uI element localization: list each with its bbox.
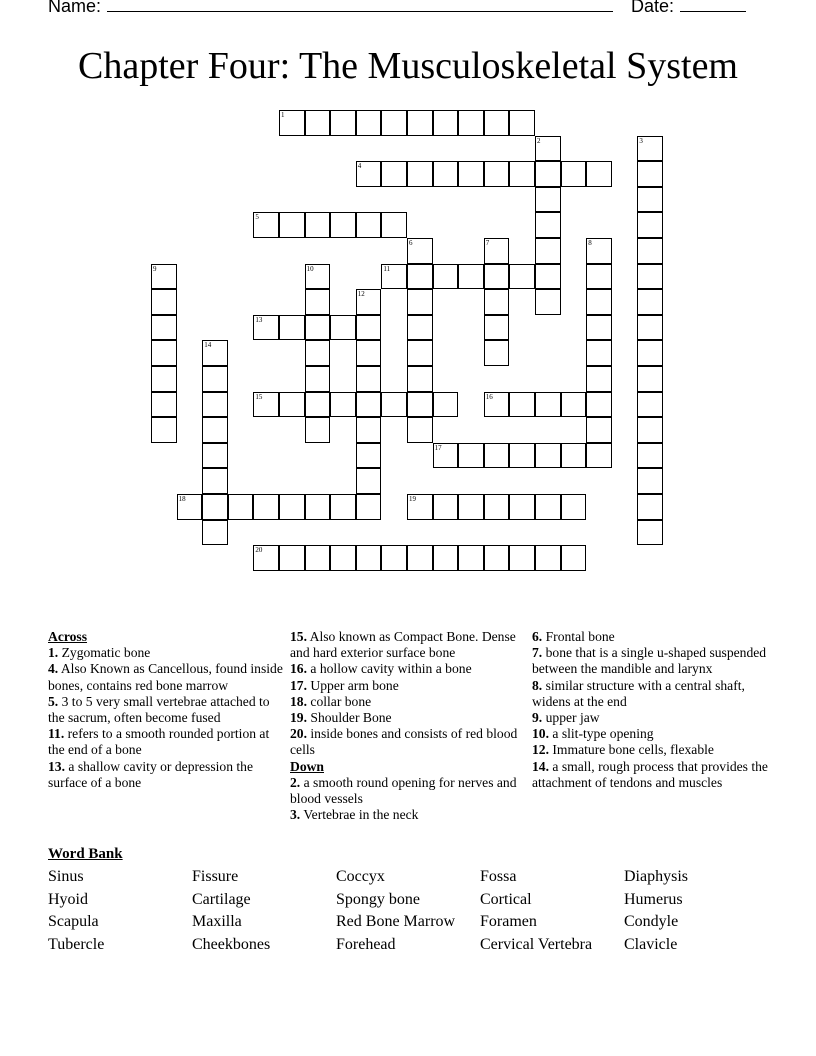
grid-cell[interactable]	[356, 443, 382, 469]
cell-number: 14	[204, 341, 212, 350]
cell-number: 1	[281, 111, 285, 119]
clue-across-5: 5. 3 to 5 very small vertebrae attached to the sacrum, often become fused	[48, 693, 270, 726]
grid-cell[interactable]	[177, 494, 203, 520]
cell-number: 4	[357, 162, 362, 171]
grid-cell[interactable]	[535, 392, 561, 418]
clues-column-2	[290, 629, 526, 823]
grid-cell[interactable]	[381, 110, 407, 136]
grid-cell[interactable]	[202, 392, 228, 418]
grid-cell[interactable]	[407, 417, 433, 443]
grid-cell[interactable]	[484, 494, 510, 520]
cell-number: 20	[255, 546, 263, 555]
grid-cell[interactable]	[305, 366, 331, 392]
grid-cell[interactable]	[637, 443, 663, 469]
clue-across-4: 4. Also Known as Cancellous, found inside bones, contains red bone marrow	[48, 661, 283, 693]
page-title: Chapter Four: The Musculoskeletal System	[78, 45, 738, 87]
word-bank-item: Humerus	[624, 890, 683, 908]
grid-cell[interactable]	[637, 494, 663, 520]
grid-cell[interactable]	[637, 392, 663, 418]
grid-cell[interactable]	[228, 494, 254, 520]
grid-cell[interactable]	[458, 110, 484, 136]
word-bank-item: Spongy bone	[336, 890, 420, 908]
grid-cell[interactable]	[509, 161, 535, 187]
cell-number: 13	[255, 315, 263, 324]
grid-cell[interactable]	[330, 212, 356, 238]
grid-cell[interactable]	[253, 315, 279, 341]
grid-cell[interactable]	[202, 494, 228, 520]
grid-cell[interactable]	[535, 443, 561, 469]
grid-cell[interactable]	[484, 392, 510, 418]
grid-cell[interactable]	[305, 289, 331, 315]
grid-cell[interactable]	[637, 187, 663, 213]
grid-cell[interactable]	[561, 161, 587, 187]
grid-cell[interactable]	[279, 494, 305, 520]
grid-cell[interactable]	[407, 494, 433, 520]
grid-cell[interactable]	[535, 161, 561, 187]
cell-number: 15	[255, 392, 263, 401]
grid-cell[interactable]	[151, 315, 177, 341]
cell-number: 10	[306, 264, 314, 273]
grid-cell[interactable]	[381, 161, 407, 187]
grid-cell[interactable]	[356, 110, 382, 136]
grid-cell[interactable]	[484, 340, 510, 366]
grid-cell[interactable]	[484, 443, 510, 469]
grid-cell[interactable]	[407, 315, 433, 341]
grid-cell[interactable]	[509, 443, 535, 469]
name-label: Name:	[48, 0, 102, 16]
cell-number: 12	[357, 290, 365, 299]
grid-cell[interactable]	[305, 340, 331, 366]
grid-cell[interactable]	[305, 212, 331, 238]
grid-cell[interactable]	[535, 212, 561, 238]
grid-cell[interactable]	[535, 545, 561, 571]
grid-cell[interactable]	[637, 468, 663, 494]
cell-number: 16	[485, 392, 493, 401]
cell-number: 18	[178, 495, 186, 503]
clue-across-11: 11. refers to a smooth rounded portion at the end of a bone	[48, 726, 270, 758]
grid-cell[interactable]	[509, 110, 535, 136]
grid-cell[interactable]	[509, 264, 535, 290]
grid-cell[interactable]	[637, 340, 663, 366]
grid-cell[interactable]	[637, 289, 663, 315]
grid-cell[interactable]	[637, 366, 663, 392]
grid-cell[interactable]	[407, 366, 433, 392]
grid-cell[interactable]	[433, 161, 459, 187]
grid-cell[interactable]	[586, 340, 612, 366]
grid-cell[interactable]	[535, 264, 561, 290]
grid-cell[interactable]	[637, 520, 663, 546]
grid-cell[interactable]	[356, 494, 382, 520]
grid-cell[interactable]	[458, 494, 484, 520]
grid-cell[interactable]	[637, 212, 663, 238]
cell-number: 2	[537, 136, 541, 145]
grid-cell[interactable]	[484, 545, 510, 571]
clue-across-15: 15. Also known as Compact Bone. Dense and hard exterior surface bone	[290, 629, 516, 661]
grid-cell[interactable]	[305, 264, 331, 290]
clue-down-8: 8. similar structure with a central shaft, widens at the end	[532, 677, 745, 709]
grid-cell[interactable]	[279, 392, 305, 418]
clue-across-19: 19. Shoulder Bone	[290, 710, 392, 726]
grid-cell[interactable]	[356, 315, 382, 341]
word-bank-item: Hyoid	[48, 890, 88, 908]
cell-number: 7	[485, 239, 490, 247]
grid-cell[interactable]	[305, 392, 331, 418]
grid-cell[interactable]	[586, 161, 612, 187]
grid-cell[interactable]	[637, 417, 663, 443]
grid-cell[interactable]	[535, 494, 561, 520]
clue-across-1: 1. Zygomatic bone	[48, 645, 151, 661]
grid-cell[interactable]	[637, 161, 663, 187]
grid-cell[interactable]	[253, 212, 279, 238]
cell-number: 17	[434, 443, 442, 452]
grid-cell[interactable]	[535, 187, 561, 213]
grid-cell[interactable]	[561, 545, 587, 571]
grid-cell[interactable]	[305, 417, 331, 443]
grid-cell[interactable]	[356, 212, 382, 238]
grid-cell[interactable]	[253, 494, 279, 520]
grid-cell[interactable]	[356, 392, 382, 418]
grid-cell[interactable]	[202, 468, 228, 494]
grid-cell[interactable]	[586, 264, 612, 290]
cell-number: 19	[409, 495, 416, 503]
grid-cell[interactable]	[407, 110, 433, 136]
word-bank-item: Forehead	[336, 936, 396, 954]
cell-number: 8	[588, 239, 592, 247]
grid-cell[interactable]	[356, 417, 382, 443]
clue-down-3: 3. Vertebrae in the neck	[290, 807, 419, 823]
grid-cell[interactable]	[356, 468, 382, 494]
word-bank-item: Cartilage	[192, 890, 251, 908]
clue-down-9: 9. upper jaw	[532, 710, 600, 726]
grid-cell[interactable]	[509, 545, 535, 571]
grid-cell[interactable]	[433, 264, 459, 290]
grid-cell[interactable]	[330, 110, 356, 136]
grid-cell[interactable]	[433, 392, 459, 418]
clues-column-3	[532, 629, 772, 791]
word-bank-item: Foramen	[480, 913, 537, 931]
grid-cell[interactable]	[433, 545, 459, 571]
clue-down-6: 6. Frontal bone	[532, 629, 615, 644]
clue-down-2: 2. a smooth round opening for nerves and blood vessels	[290, 774, 517, 807]
clue-down-7: 7. bone that is a single u-shaped suspended between the mandible and larynx	[532, 645, 767, 677]
grid-cell[interactable]	[279, 545, 305, 571]
word-bank-item: Cheekbones	[192, 936, 271, 954]
grid-cell[interactable]	[407, 340, 433, 366]
grid-cell[interactable]	[305, 494, 331, 520]
grid-cell[interactable]	[407, 545, 433, 571]
grid-cell[interactable]	[458, 443, 484, 469]
grid-cell[interactable]	[151, 340, 177, 366]
grid-cell[interactable]	[381, 545, 407, 571]
word-bank-item: Sinus	[48, 868, 84, 885]
grid-cell[interactable]	[279, 315, 305, 341]
cell-number: 6	[409, 239, 413, 247]
clue-across-18: 18. collar bone	[290, 693, 372, 709]
clues-column-1	[48, 629, 286, 791]
word-bank-item: Diaphysis	[624, 868, 688, 885]
grid-cell[interactable]	[637, 264, 663, 290]
grid-cell[interactable]	[381, 392, 407, 418]
grid-cell[interactable]	[381, 212, 407, 238]
grid-cell[interactable]	[330, 315, 356, 341]
cell-number: 5	[255, 213, 259, 222]
grid-cell[interactable]	[561, 494, 587, 520]
clue-across-16: 16. a hollow cavity within a bone	[290, 661, 472, 677]
grid-cell[interactable]	[586, 289, 612, 315]
clue-across-20: 20. inside bones and consists of red blood cells	[290, 726, 518, 758]
grid-cell[interactable]	[356, 161, 382, 187]
grid-cell[interactable]	[433, 443, 459, 469]
grid-cell[interactable]	[586, 315, 612, 341]
grid-cell[interactable]	[484, 238, 510, 264]
grid-cell[interactable]	[509, 392, 535, 418]
clue-across-17: 17. Upper arm bone	[290, 677, 399, 693]
grid-cell[interactable]	[253, 392, 279, 418]
grid-cell[interactable]	[458, 161, 484, 187]
grid-cell[interactable]	[458, 545, 484, 571]
grid-cell[interactable]	[356, 340, 382, 366]
grid-cell[interactable]	[279, 110, 305, 136]
grid-cell[interactable]	[202, 340, 228, 366]
grid-cell[interactable]	[330, 392, 356, 418]
word-bank-item: Coccyx	[336, 868, 385, 885]
word-bank-item: Clavicle	[624, 936, 678, 954]
word-bank-item: Cervical Vertebra	[480, 936, 593, 954]
grid-cell[interactable]	[586, 238, 612, 264]
grid-cell[interactable]	[202, 366, 228, 392]
grid-cell[interactable]	[202, 520, 228, 546]
grid-cell[interactable]	[586, 392, 612, 418]
cell-number: 3	[639, 136, 643, 145]
down-heading: Down	[290, 758, 324, 774]
clue-down-10: 10. a slit-type opening	[532, 726, 654, 742]
grid-cell[interactable]	[561, 392, 587, 418]
word-bank-item: Red Bone Marrow	[336, 913, 456, 931]
grid-cell[interactable]	[484, 289, 510, 315]
word-bank-item: Tubercle	[48, 936, 105, 954]
clue-down-14: 14. a small, rough process that provides the attachment of tendons and muscles	[532, 758, 768, 790]
grid-cell[interactable]	[561, 443, 587, 469]
grid-cell[interactable]	[407, 289, 433, 315]
word-bank-item: Fissure	[192, 868, 239, 885]
grid-cell[interactable]	[637, 238, 663, 264]
word-bank-item: Condyle	[624, 913, 679, 931]
word-bank-item: Scapula	[48, 913, 99, 931]
grid-cell[interactable]	[433, 110, 459, 136]
word-bank	[48, 866, 768, 957]
grid-cell[interactable]	[484, 161, 510, 187]
grid-cell[interactable]	[484, 315, 510, 341]
grid-cell[interactable]	[202, 443, 228, 469]
grid-cell[interactable]	[535, 289, 561, 315]
grid-cell[interactable]	[484, 110, 510, 136]
grid-cell[interactable]	[535, 238, 561, 264]
grid-cell[interactable]	[509, 494, 535, 520]
grid-cell[interactable]	[381, 264, 407, 290]
grid-cell[interactable]	[151, 392, 177, 418]
word-bank-title: Word Bank	[48, 846, 123, 862]
grid-cell[interactable]	[586, 366, 612, 392]
grid-cell[interactable]	[407, 161, 433, 187]
grid-cell[interactable]	[305, 110, 331, 136]
clue-down-12: 12. Immature bone cells, flexable	[532, 742, 714, 758]
date-label: Date:	[631, 0, 675, 16]
grid-cell[interactable]	[407, 238, 433, 264]
word-bank-item: Cortical	[480, 890, 532, 908]
grid-cell[interactable]	[637, 136, 663, 162]
word-bank-item: Fossa	[480, 868, 517, 885]
grid-cell[interactable]	[330, 545, 356, 571]
grid-cell[interactable]	[407, 392, 433, 418]
grid-cell[interactable]	[202, 417, 228, 443]
grid-cell[interactable]	[253, 545, 279, 571]
grid-cell[interactable]	[535, 136, 561, 162]
grid-cell[interactable]	[433, 494, 459, 520]
grid-cell[interactable]	[305, 545, 331, 571]
word-bank-item: Maxilla	[192, 913, 242, 931]
grid-cell[interactable]	[484, 264, 510, 290]
grid-cell[interactable]	[151, 289, 177, 315]
grid-cell[interactable]	[586, 417, 612, 443]
across-heading: Across	[48, 629, 88, 644]
grid-cell[interactable]	[356, 289, 382, 315]
cell-number: 9	[153, 264, 157, 273]
grid-cell[interactable]	[356, 366, 382, 392]
clue-across-13: 13. a shallow cavity or depression the surface of a bone	[48, 758, 254, 790]
grid-cell[interactable]	[407, 264, 433, 290]
grid-cell[interactable]	[458, 264, 484, 290]
cell-number: 11	[383, 264, 391, 273]
grid-cell[interactable]	[151, 366, 177, 392]
grid-cell[interactable]	[305, 315, 331, 341]
grid-cell[interactable]	[586, 443, 612, 469]
grid-cell[interactable]	[151, 264, 177, 290]
grid-cell[interactable]	[637, 315, 663, 341]
grid-cell[interactable]	[330, 494, 356, 520]
grid-cell[interactable]	[279, 212, 305, 238]
grid-cell[interactable]	[356, 545, 382, 571]
grid-cell[interactable]	[151, 417, 177, 443]
